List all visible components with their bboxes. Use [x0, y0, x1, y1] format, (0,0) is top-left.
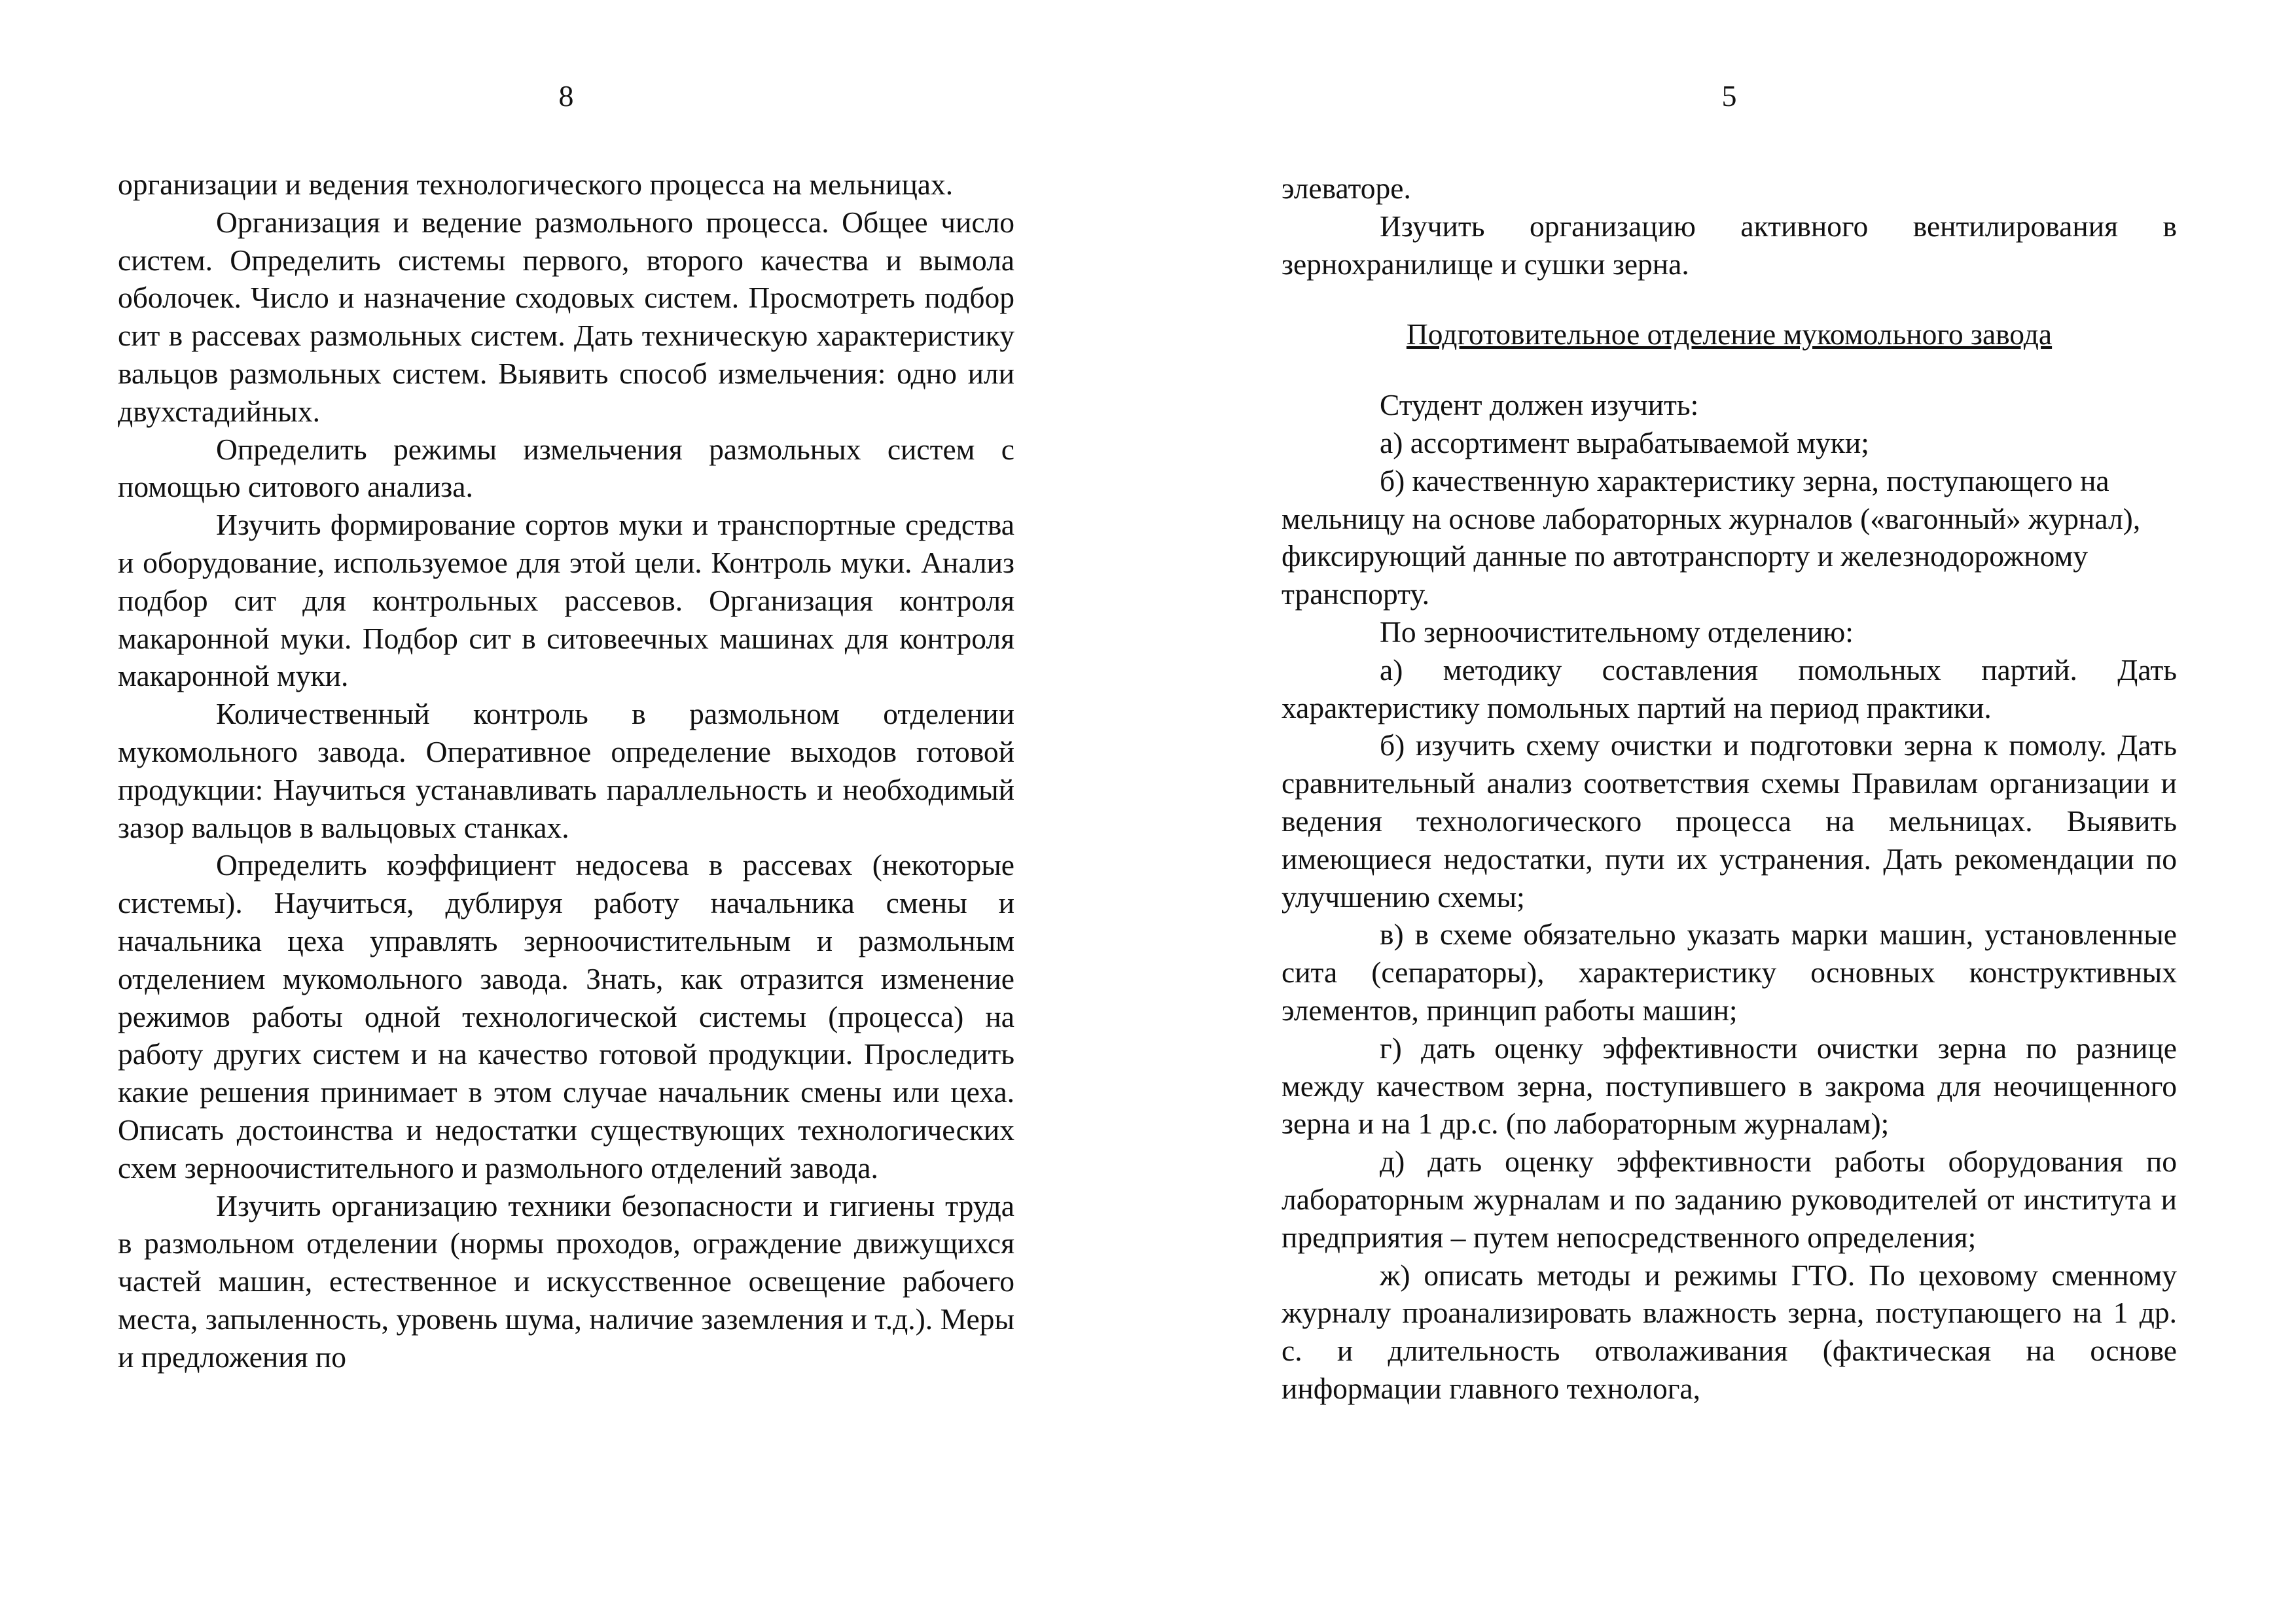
paragraph: Организация и ведение размольного процесса. Общее число систем. Определить системы первого, второго качества и вымола оболочек. Число и назначение сходовых систем. Просмотреть подбор сит в рассевах размольных систем. Дать техническую характеристику вальцов размольных систем. Выявить способ измельчения: одно или двухстадийных. — [118, 205, 1014, 428]
list-item: б) изучить схему очистки и подготовки зерна к помолу. Дать сравнительный анализ соответствия схемы Правилам организации и ведения технологического процесса на мельницах. Выявить имеющиеся недостатки, пути их устранения. Дать рекомендации по улучшению схемы; — [1282, 728, 2177, 914]
paragraph: Изучить организацию активного вентилирования в зернохранилище и сушки зерна. — [1282, 209, 2177, 281]
right-page-number: 5 — [1721, 79, 1737, 113]
paragraph: элеваторе. — [1282, 171, 1411, 205]
left-page-number: 8 — [558, 79, 574, 113]
left-page-body — [118, 166, 1014, 1376]
list-item: а) методику составления помольных партий. Дать характеристику помольных партий на период практики. — [1282, 652, 2177, 724]
list-item: в) в схеме обязательно указать марки машин, установленные сита (сепараторы), характеристику основных конструктивных элементов, принцип работы машин; — [1282, 918, 2177, 1027]
list-item: а) ассортимент вырабатываемой муки; — [1380, 425, 1869, 459]
paragraph: Определить коэффициент недосева в рассевах (некоторые системы). Научиться, дублируя работу начальника смены и начальника цеха управлять зерноочистительным и размольным отделением мукомольного завода. Знать, как отразится изменение режимов работы одной технологической системы (процесса) на работу других систем и на качество готовой продукции. Проследить какие решения принимает в этом случае начальник смены или цеха. Описать достоинства и недостатки существующих технологических схем зерноочистительного и размольного отделений завода. — [118, 848, 1014, 1185]
paragraph: Определить режимы измельчения размольных систем с помощью ситового анализа. — [118, 432, 1014, 504]
paragraph: организации и ведения технологического процесса на мельницах. — [118, 168, 954, 201]
paragraph: Количественный контроль в размольном отделении мукомольного завода. Оперативное определение выходов готовой продукции: Научиться устанавливать параллельность и необходимый зазор вальцов в вальцовых станках. — [118, 697, 1014, 844]
right-page-body — [1282, 169, 2177, 1408]
left-page — [118, 0, 1014, 1623]
right-page — [1282, 0, 2177, 1623]
paragraph: Изучить организацию техники безопасности и гигиены труда в размольном отделении (нормы проходов, ограждение движущихся частей машин, естественное и искусственное освещение рабочего места, запыленность, уровень шума, наличие заземления и т.д.). Меры и предложения по — [118, 1188, 1014, 1374]
paragraph: По зерноочистительному отделению: — [1380, 615, 1854, 649]
paragraph: Студент должен изучить: — [1380, 388, 1699, 422]
section-heading: Подготовительное отделение мукомольного завода — [1406, 317, 2053, 351]
list-item: г) дать оценку эффективности очистки зерна по разнице между качеством зерна, поступившего в закрома для неочищенного зерна и на 1 др.с. (по лабораторным журналам); — [1282, 1031, 2177, 1141]
list-item: ж) описать методы и режимы ГТО. По цеховому сменному журналу проанализировать влажность зерна, поступающего на 1 др. с. и длительность отволаживания (фактическая на основе информации главного технолога, — [1282, 1258, 2177, 1405]
list-item: б) качественную характеристику зерна, поступающего на мельницу на основе лабораторных журналов («вагонный» журнал), фиксирующий данные по автотранспорту и железнодорожному транспорту. — [1282, 463, 2141, 611]
list-item: д) дать оценку эффективности работы оборудования по лабораторным журналам и по заданию руководителей от института и предприятия – путем непосредственного определения; — [1282, 1145, 2177, 1254]
paragraph: Изучить формирование сортов муки и транспортные средства и оборудование, используемое для этой цели. Контроль муки. Анализ подбор сит для контрольных рассевов. Организация контроля макаронной муки. Подбор сит в ситовеечных машинах для контроля макаронной муки. — [118, 508, 1014, 693]
